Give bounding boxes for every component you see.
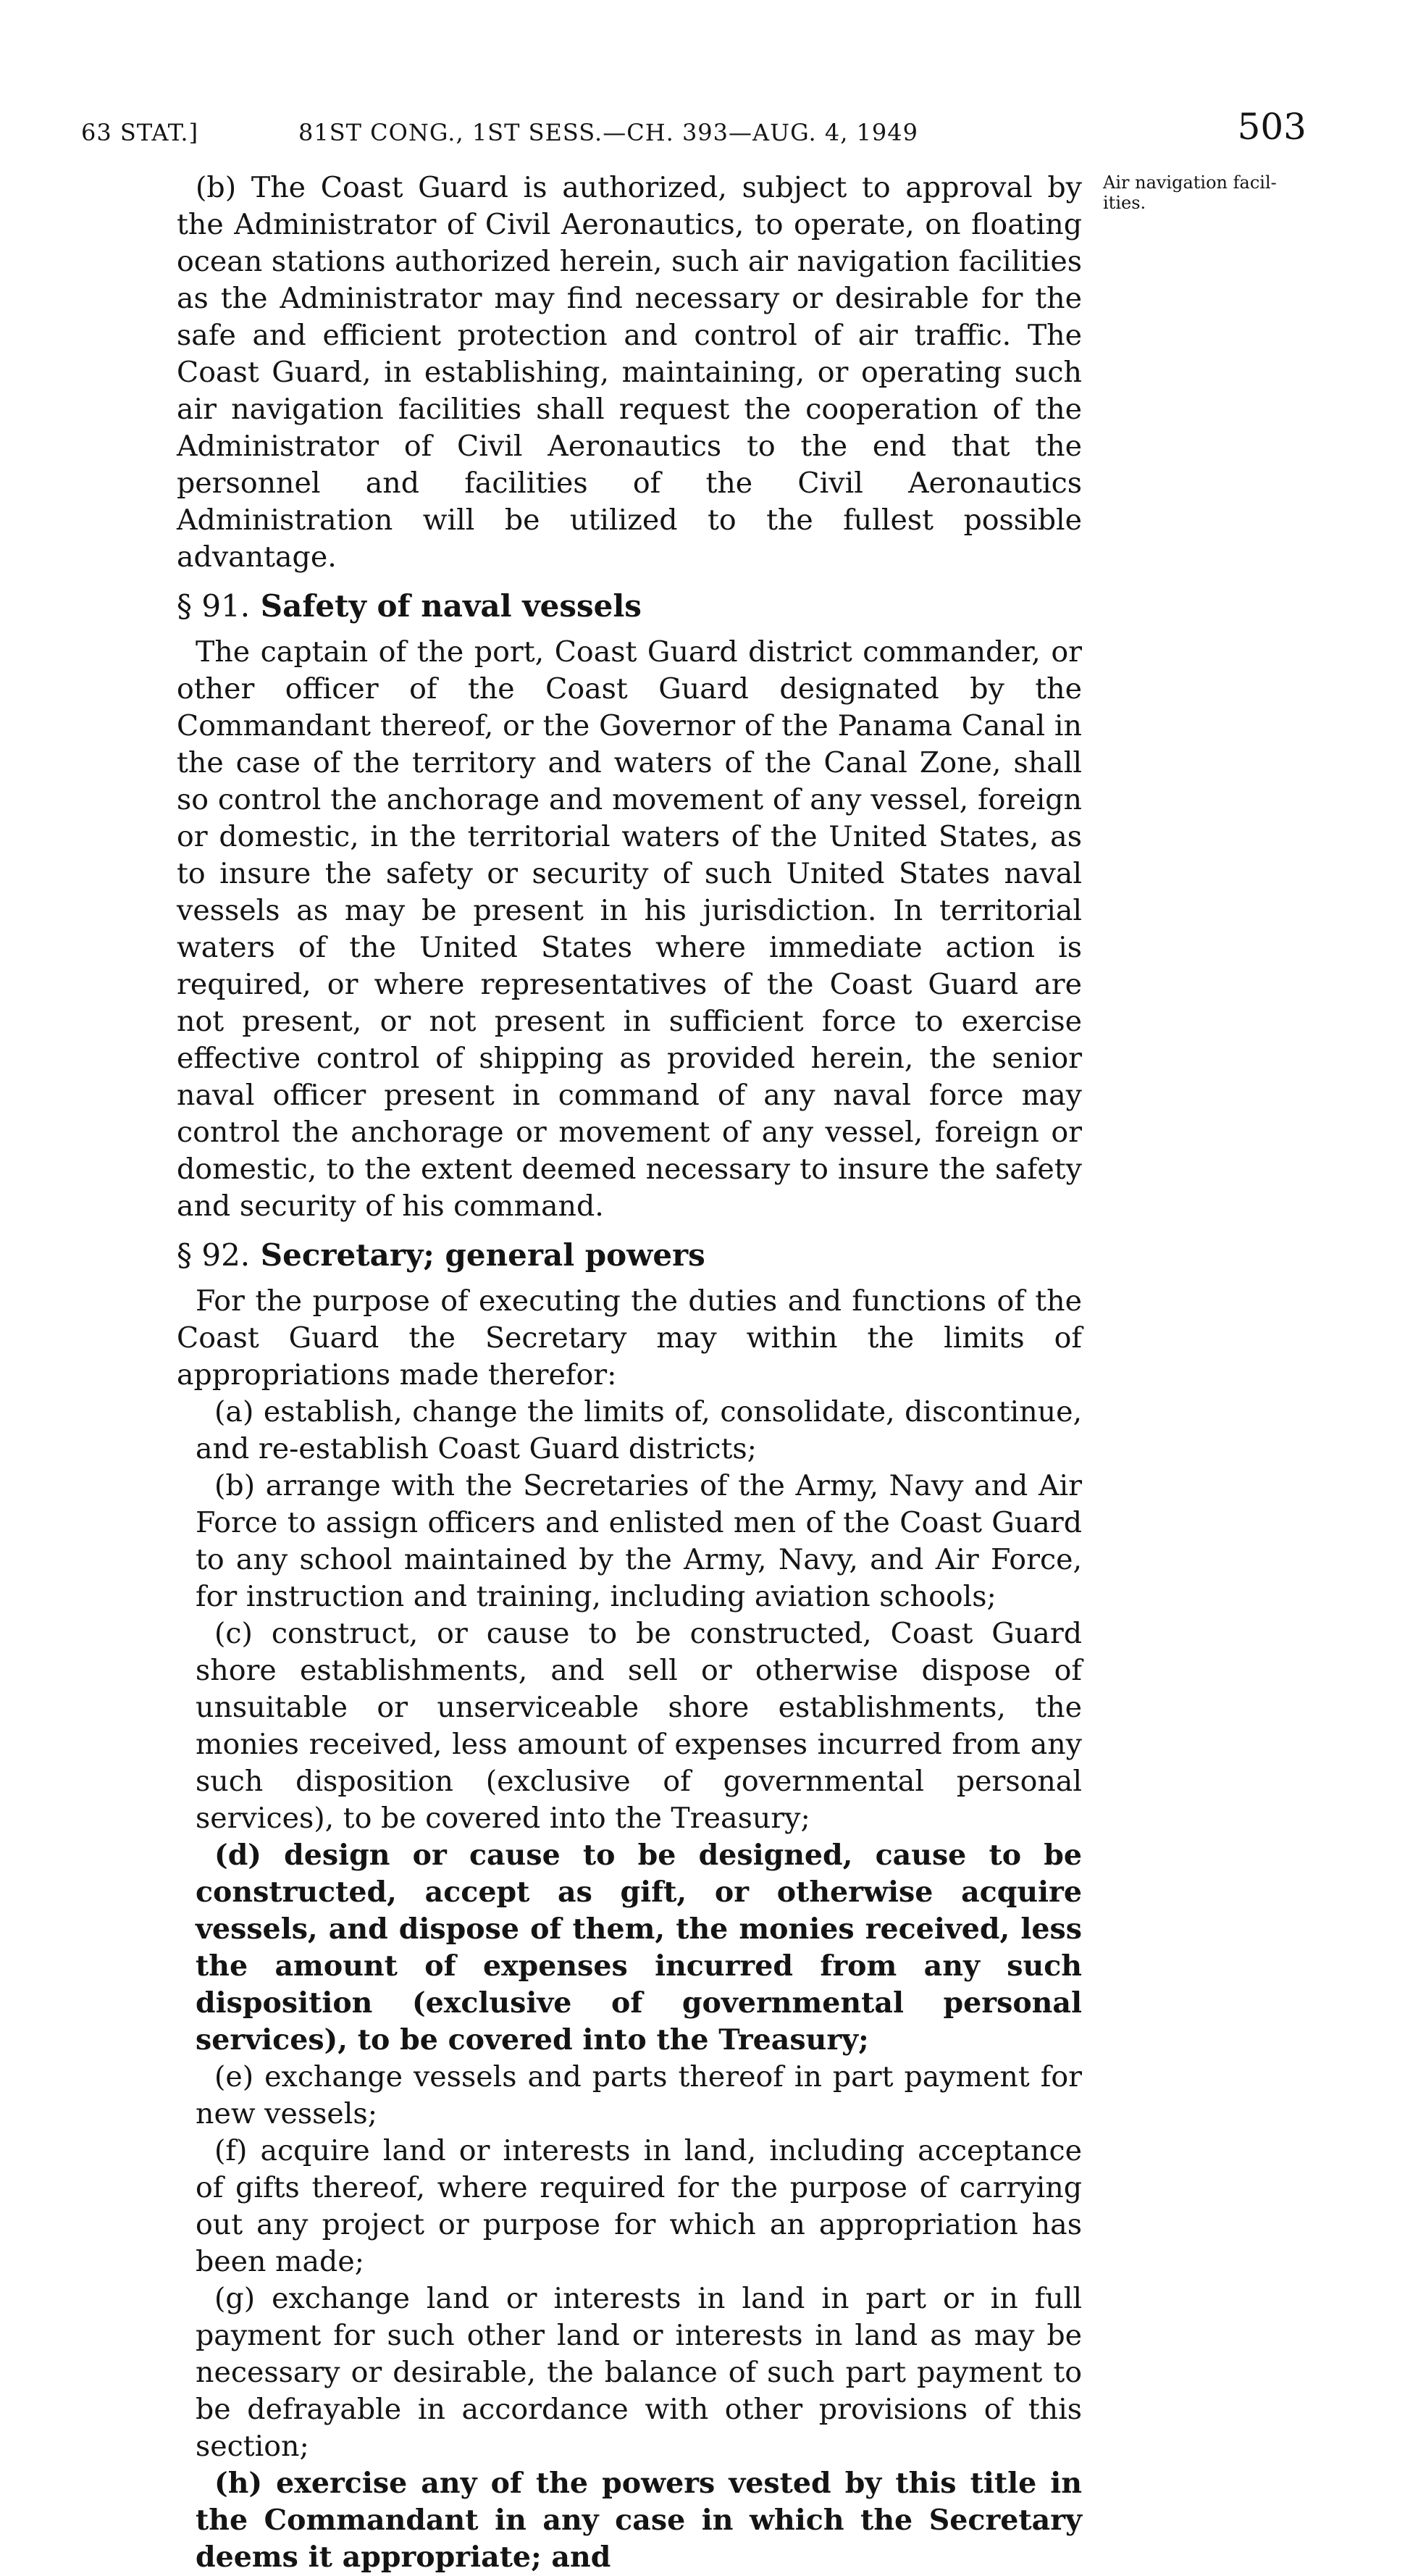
clause-g: (g) exchange land or interests in land in part or in full payment for such other land or interests in land as may be necessary or desirable, the balance of such part payment to be defrayable in accordance with other provisions of this section; <box>196 2282 1082 2463</box>
section-91-heading <box>177 585 1082 628</box>
section-91-text: The captain of the port, Coast Guard district commander, or other officer of the Coast Guard designated by the Commandant thereof, or the Governor of the Panama Canal in the case of the territory and waters of the Canal Zone, shall so control the anchorage and movement of any vessel, foreign or domestic, in the territorial waters of the United States, as to insure the safety or security of such United States naval vessels as may be present in his jurisdiction. In territorial waters of the United States where immediate action is required, or where representatives of the Coast Guard are not present, or not present in sufficient force to exercise effective control of shipping as provided herein, the senior naval officer present in command of any naval force may control the anchorage or movement of any vessel, foreign or domestic, to the extent deemed necessary to insure the safety and security of his command. <box>177 635 1082 1223</box>
clause-b: (b) arrange with the Secretaries of the Army, Navy and Air Force to assign officers and enlisted men of the Coast Guard to any school maintained by the Army, Navy, and Air Force, for instruction and training, including aviation schools; <box>196 1469 1082 1613</box>
volume-reference: 63 STAT.] <box>81 119 199 146</box>
section-92-title: Secretary; general powers <box>260 1237 705 1273</box>
page-header <box>81 106 1306 156</box>
clause-f: (f) acquire land or interests in land, including acceptance of gifts thereof, where required for the purpose of carrying out any project or purpose for which an appropriation has been made; <box>196 2134 1082 2278</box>
clause-a: (a) establish, change the limits of, consolidate, discontinue, and re-establish Coast Guard districts; <box>196 1395 1082 1465</box>
subsection-b-paragraph: (b) The Coast Guard is authorized, subject to approval by the Administrator of Civil Aeronautics, to operate, on floating ocean stations authorized herein, such air navigation facilities as the Administrator may find necessary or desirable for the safe and efficient protection and control of air traffic. The Coast Guard, in establishing, maintaining, or operating such air navigation facilities shall request the cooperation of the Administrator of Civil Aeronautics to the end that the personnel and facilities of the Civil Aeronautics Administration will be utilized to the fullest possible advantage. <box>177 171 1082 574</box>
section-91-number: § 91. <box>177 588 251 624</box>
section-92-number: § 92. <box>177 1237 251 1273</box>
margin-note <box>1103 172 1299 213</box>
section-92-heading <box>177 1234 1082 1277</box>
clause-d: (d) design or cause to be designed, cause to be constructed, accept as gift, or otherwise acquire vessels, and dispose of them, the monies received, less the amount of expenses incurred from any such disposition (exclusive of governmental personal services), to be covered into the Treasury; <box>196 1839 1082 2057</box>
clause-e: (e) exchange vessels and parts thereof in part payment for new vessels; <box>196 2060 1082 2130</box>
margin-note-text: Air navigation facil- ities. <box>1103 172 1277 213</box>
clause-h: (h) exercise any of the powers vested by this title in the Commandant in any case in which the Secretary deems it appropriate; and <box>196 2467 1082 2574</box>
page-number: 503 <box>1237 106 1306 148</box>
clause-c: (c) construct, or cause to be constructed, Coast Guard shore establishments, and sell or otherwise dispose of unsuitable or unserviceable shore establishments, the monies received, less amount of expenses incurred from any such disposition (exclusive of governmental personal services), to be covered into the Treasury; <box>196 1617 1082 1835</box>
session-citation: 81ST CONG., 1ST SESS.—CH. 393—AUG. 4, 1949 <box>298 119 918 146</box>
section-92-intro: For the purpose of executing the duties and functions of the Coast Guard the Secretary may within the limits of appropriations made therefor: <box>177 1284 1082 1392</box>
section-91-title: Safety of naval vessels <box>260 588 642 624</box>
statute-body <box>177 170 1082 2576</box>
